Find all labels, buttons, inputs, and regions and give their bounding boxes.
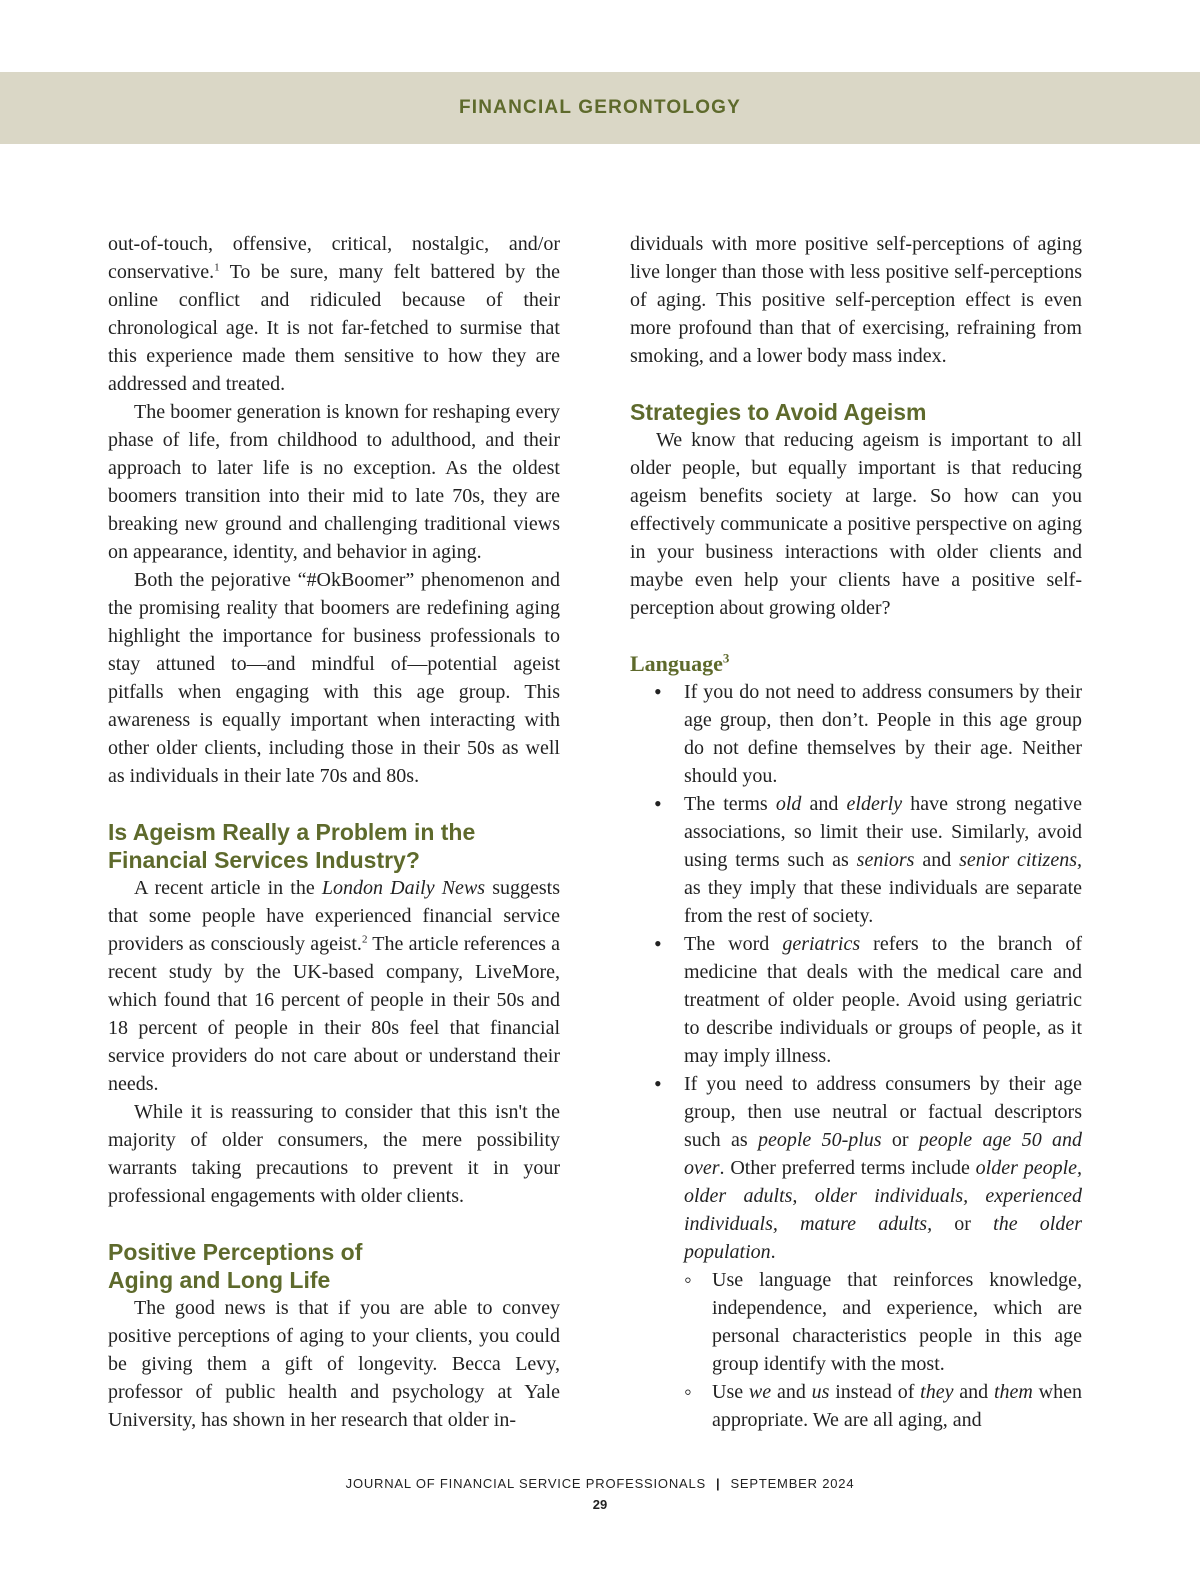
issue-date: SEPTEMBER 2024 bbox=[730, 1476, 855, 1491]
emphasis: people 50-plus bbox=[757, 1129, 882, 1151]
emphasis: senior citizens, bbox=[959, 849, 1082, 871]
text: To be sure, many felt battered by the online conflict and ridiculed because of their chronological age. It is not far-fetched to surmise that this experience made them sensitive to how they are addressed and treated. bbox=[108, 261, 560, 395]
text: A recent article in the bbox=[134, 877, 322, 899]
heading-text: Language bbox=[630, 651, 723, 676]
heading-strategies: Strategies to Avoid Ageism bbox=[630, 399, 927, 425]
section-header-band bbox=[0, 72, 1200, 144]
paragraph: dividuals with more positive self-perceptions of aging live longer than those with less positive self-perceptions of aging. This positive self-perception effect is even more profound than that of exercising, refraining from smoking, and a lower body mass index. bbox=[630, 233, 1082, 367]
emphasis: elderly bbox=[846, 793, 903, 815]
left-column bbox=[108, 230, 560, 1434]
footnote-ref-1[interactable]: 1 bbox=[214, 261, 220, 274]
emphasis: older people, older adults, older individuals, experienced individuals, mature adults, bbox=[684, 1157, 1083, 1235]
text: Use bbox=[712, 1381, 749, 1403]
emphasis: us bbox=[811, 1381, 830, 1403]
emphasis: seniors bbox=[856, 849, 915, 871]
list-item bbox=[630, 930, 1082, 1070]
emphasis: them bbox=[993, 1381, 1033, 1403]
text: as they imply that these individuals are separate from the rest of society. bbox=[684, 877, 1082, 927]
text: and bbox=[771, 1381, 812, 1403]
paragraph: We know that reducing ageism is important to all older people, but equally important is that reducing ageism benefits society at large. So how can you effectively communicate a positive perspective on aging in your business interactions with older clients and maybe even help your clients have a positive self-perception about growing older? bbox=[630, 429, 1082, 619]
emphasis: geriatrics bbox=[782, 933, 861, 955]
text: If you need to address consumers by their age group, then use neutral or factual descriptors such as bbox=[684, 1073, 1082, 1151]
right-column bbox=[630, 230, 1082, 1434]
paragraph bbox=[108, 874, 560, 1098]
list-item: • If you do not need to address consumers by their age group, then don’t. People in this age group do not define themselves by their age. Neither should you. bbox=[630, 678, 1082, 790]
text: and bbox=[801, 793, 847, 815]
emphasis: people age 50 and over bbox=[684, 1129, 1082, 1179]
text: and bbox=[953, 1381, 994, 1403]
section-title: FINANCIAL GERONTOLOGY bbox=[458, 97, 742, 118]
paragraph bbox=[108, 230, 560, 398]
text: refers to the branch of medicine that deals with the medical care and treatment of older people. Avoid using geriatric to describe individuals or groups of people, as it may imply illness. bbox=[684, 933, 1082, 1067]
text: out-of-touch, offensive, critical, nostalgic, and/or conservative. bbox=[108, 233, 560, 283]
sub-bullet-list bbox=[630, 1266, 1082, 1434]
text: The word bbox=[684, 933, 783, 955]
paragraph: The boomer generation is known for reshaping every phase of life, from childhood to adulthood, and their approach to later life is no exception. As the oldest boomers transition into their mid to late 70s, they are breaking new ground and challenging traditional views on appearance, identity, and behavior in aging. bbox=[108, 401, 560, 563]
text: or bbox=[932, 1213, 994, 1235]
journal-name: JOURNAL OF FINANCIAL SERVICE PROFESSIONALS bbox=[345, 1476, 706, 1491]
text: . Other preferred terms include bbox=[719, 1157, 976, 1179]
text: . bbox=[770, 1241, 776, 1263]
emphasis: old bbox=[775, 793, 802, 815]
text: suggests that some people have experienced financial service providers as consciously ageist. bbox=[108, 877, 560, 955]
paragraph: The good news is that if you are able to convey positive perceptions of aging to your clients, you could be giving them a gift of longevity. Becca Levy, professor of public health and psychology at Yale University, has shown in her research that older in- bbox=[108, 1297, 560, 1431]
list-item bbox=[630, 790, 1082, 930]
heading-line: Positive Perceptions of bbox=[108, 1239, 363, 1265]
paragraph: Both the pejorative “#OkBoomer” phenomenon and the promising reality that boomers are redefining aging highlight the importance for business professionals to stay attuned to—and mindful of—potential ageist pitfalls when engaging with this age group. This awareness is equally important when interacting with other older clients, including those in their 50s as well as individuals in their late 70s and 80s. bbox=[108, 569, 560, 787]
footer-line bbox=[0, 1476, 1200, 1491]
footnote-ref-2[interactable]: 2 bbox=[361, 933, 368, 946]
footer-separator: | bbox=[716, 1476, 721, 1491]
page-footer bbox=[0, 1476, 1200, 1512]
heading-positive-perceptions bbox=[108, 1238, 560, 1294]
publication-title: London Daily News bbox=[321, 877, 486, 899]
sub-list-item: ◦ Use language that reinforces knowledge, independence, and experience, which are personal characteristics people in this age group identify with the most. bbox=[684, 1266, 1082, 1378]
text: have strong negative associations, so limit their use. Similarly, avoid using terms such as bbox=[684, 793, 1082, 871]
language-bullet-list bbox=[630, 678, 1082, 1434]
text: instead of bbox=[829, 1381, 921, 1403]
list-item bbox=[630, 1070, 1082, 1434]
emphasis: the older population bbox=[684, 1213, 1083, 1263]
heading-line: Aging and Long Life bbox=[108, 1267, 331, 1293]
paragraph: While it is reassuring to consider that this isn't the majority of older consumers, the mere possibility warrants taking precautions to prevent it in your professional engagements with older clients. bbox=[108, 1101, 560, 1207]
text: and bbox=[914, 849, 960, 871]
emphasis: we bbox=[748, 1381, 772, 1403]
emphasis: they bbox=[920, 1381, 954, 1403]
heading-language bbox=[630, 650, 1082, 678]
page-number: 29 bbox=[592, 1497, 608, 1512]
footnote-ref-3[interactable]: 3 bbox=[722, 650, 730, 666]
text: or bbox=[881, 1129, 919, 1151]
sub-list-item bbox=[684, 1378, 1082, 1434]
heading-ageism-problem: Is Ageism Really a Problem in the Financial Services Industry? bbox=[108, 819, 476, 873]
text: when appropriate. We are all aging, and bbox=[712, 1381, 1083, 1431]
text: The article references a recent study by the UK-based company, LiveMore, which found that 16 percent of people in their 50s and 18 percent of people in their 80s feel that financial service providers do not care about or understand their needs. bbox=[108, 933, 561, 1095]
text: The terms bbox=[684, 793, 776, 815]
